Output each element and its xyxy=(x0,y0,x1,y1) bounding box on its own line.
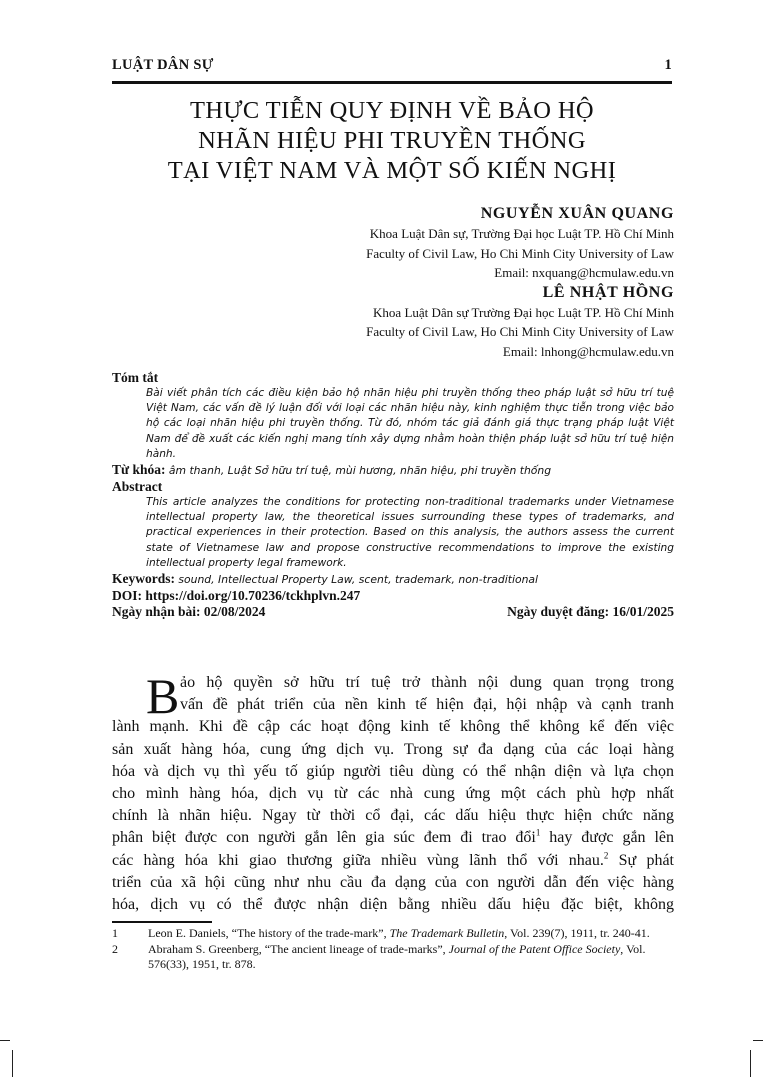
footnotes xyxy=(112,926,674,973)
author-name: NGUYỄN XUÂN QUANG xyxy=(480,205,674,222)
author-affiliation-en: Faculty of Civil Law, Ho Chi Minh City University of Law xyxy=(366,324,674,339)
author-name: LÊ NHẬT HỒNG xyxy=(542,283,674,301)
published-date: Ngày duyệt đăng: 16/01/2025 xyxy=(507,604,674,620)
summary-text: Bài viết phân tích các điều kiện bảo hộ nhãn hiệu phi truyền thống theo pháp luật sở hữu trí tuệ Việt Nam, các vấn đề lý luận đối với loại các nhãn hiệu này, kinh nghiệm thực tiễn trong việc bảo hộ các loại nhãn hiệu phi truyền thống. Từ đó, nhóm tác giả đánh giá thực trạng pháp luật Việt Nam để đề xuất các kiến nghị mang tính xây dựng nhằm hoàn thiện pháp luật sở hữu trí tuệ hiện hành. xyxy=(146,387,674,460)
crop-mark xyxy=(12,1050,13,1077)
running-header xyxy=(112,57,672,74)
body-line: cho mình hàng hóa, dịch vụ từ các nhà cung ứng một cách phù hợp nhất xyxy=(112,784,674,802)
crop-mark xyxy=(750,1050,751,1077)
received-date: Ngày nhận bài: 02/08/2024 xyxy=(112,604,266,620)
body-line: hóa, dịch vụ có thể được nhận diện bằng nhiều dấu hiệu đặc biệt, không xyxy=(112,895,674,913)
body-line: ảo hộ quyền sở hữu trí tuệ trở thành nội dung quan trọng trong xyxy=(180,674,674,691)
header-rule xyxy=(112,81,672,84)
abstract-text: This article analyzes the conditions for protecting non-traditional trademarks under Vietnamese intellectual property law, the theoretical issues surrounding these types of trademarks, and practical experiences in their protection. Based on this analysis, the authors assess the current state of Vietnamese law and propose constructive recommendations to improve the existing intellectual property legal framework. xyxy=(146,496,674,569)
doi[interactable]: DOI: https://doi.org/10.70236/tckhplvn.247 xyxy=(112,588,361,604)
section-name: LUẬT DÂN SỰ xyxy=(112,57,214,73)
body-line: các hàng hóa khi giao thương giữa nhiều vùng lãnh thổ với nhau.$^2$ Sự phát xyxy=(112,850,674,869)
body-text xyxy=(112,668,674,916)
drop-cap: B xyxy=(146,668,180,724)
title-line: THỰC TIỄN QUY ĐỊNH VỀ BẢO HỘ xyxy=(189,97,595,124)
body-line: triển của xã hội cũng như nhu cầu đa dạng của con người dẫn đến việc hàng xyxy=(112,873,674,891)
author-affiliation-vi: Khoa Luật Dân sự Trường Đại học Luật TP. Hồ Chí Minh xyxy=(373,304,674,320)
title-line: TẠI VIỆT NAM VÀ MỘT SỐ KIẾN NGHỊ xyxy=(167,157,617,184)
body-line: phân biệt được con người gắn lên gia súc đem đi trao đổi$^1$ hay được gắn lên xyxy=(112,827,674,847)
title-line: NHÃN HIỆU PHI TRUYỀN THỐNG xyxy=(198,127,586,154)
body-line: sản xuất hàng hóa, cung ứng dịch vụ. Trong sự đa dạng của các loại hàng xyxy=(112,740,674,758)
crop-mark xyxy=(753,1040,763,1041)
abstract-block xyxy=(112,370,674,621)
body-line: vấn đề phát triển của nền kinh tế hiện đại, hội nhập và cạnh tranh xyxy=(180,696,674,714)
footnote-ref[interactable]: 1 xyxy=(535,827,541,838)
body-line: chính là nhãn hiệu. Ngay từ thời cổ đại, các dấu hiệu thực hiện chức năng xyxy=(112,807,674,825)
article-title xyxy=(112,96,672,186)
summary-heading: Tóm tắt xyxy=(112,370,159,385)
summary-keywords: Từ khóa: âm thanh, Luật Sở hữu trí tuệ, mùi hương, nhãn hiệu, phi truyền thống xyxy=(112,462,552,478)
author-affiliation-vi: Khoa Luật Dân sự, Trường Đại học Luật TP. Hồ Chí Minh xyxy=(369,226,674,241)
abstract-keywords: Keywords: sound, Intellectual Property Law, scent, trademark, non-traditional xyxy=(112,571,539,587)
dates xyxy=(112,604,674,621)
footnote-ref[interactable]: 2 xyxy=(603,850,609,861)
footnote-rule xyxy=(112,921,212,923)
author-block xyxy=(300,204,674,361)
body-line: lành mạnh. Khi đề cập các hoạt động kinh tế không thể không kể đến việc xyxy=(112,718,674,736)
crop-mark xyxy=(0,1040,10,1041)
page-number: 1 xyxy=(664,57,672,73)
author-affiliation-en: Faculty of Civil Law, Ho Chi Minh City University of Law xyxy=(366,245,674,261)
author-email: Email: nxquang@hcmulaw.edu.vn xyxy=(494,265,674,280)
abstract-heading: Abstract xyxy=(112,479,163,495)
author-email: Email: lnhong@hcmulaw.edu.vn xyxy=(502,343,674,359)
footnote: 1 Leon E. Daniels, “The history of the trade-mark”, The Trademark Bulletin, Vol. 239(7), 1911, tr. 240-41. xyxy=(112,926,650,940)
footnote: 2 Abraham S. Greenberg, “The ancient lineage of trade-marks”, Journal of the Patent Office Society, Vol. 576(33), 1951, tr. 878. xyxy=(112,941,646,971)
body-line: hóa và dịch vụ thì yếu tố giúp người tiêu dùng có thể nhận diện và lựa chọn xyxy=(112,762,674,780)
